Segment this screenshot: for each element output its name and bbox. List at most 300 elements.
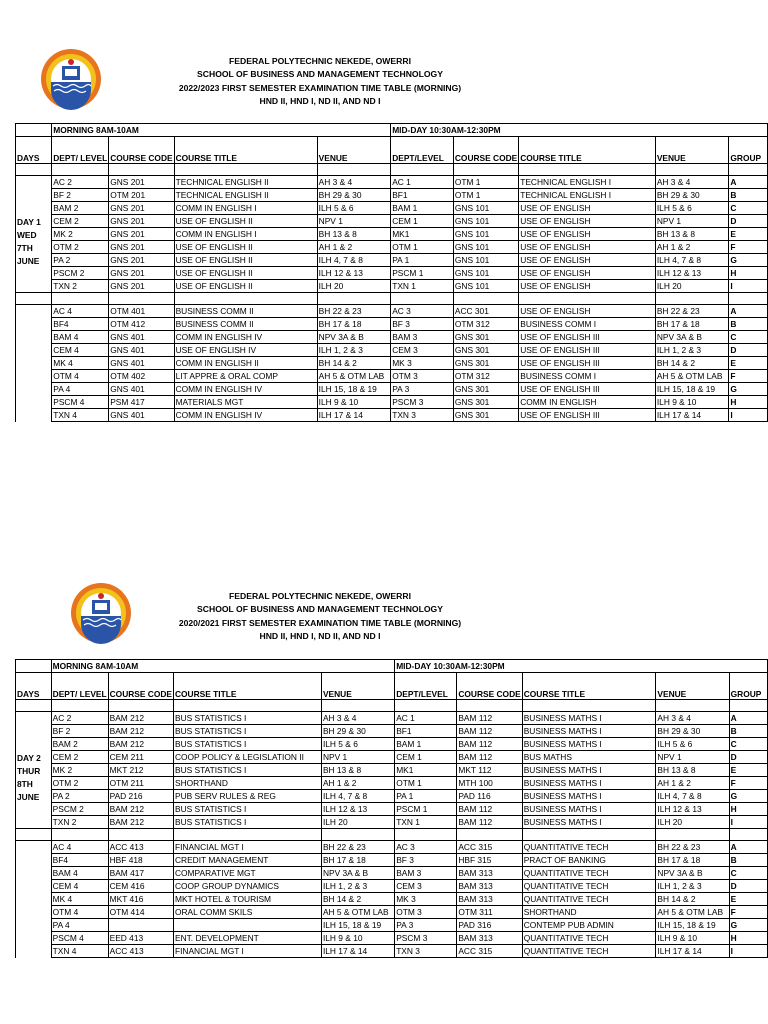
group-cell: D — [729, 215, 768, 228]
group-cell: A — [729, 176, 768, 189]
b-code-cell: GNS 101 — [453, 280, 518, 293]
b-venue-cell: ILH 9 & 10 — [655, 396, 729, 409]
a-dept-cell: MK 4 — [52, 357, 109, 370]
a-title-cell: SHORTHAND — [173, 777, 321, 790]
b-code-cell: BAM 112 — [457, 803, 522, 816]
b-title-cell: QUANTITATIVE TECH — [522, 880, 656, 893]
a-code-cell: GNS 401 — [109, 357, 174, 370]
b-dept-cell: TXN 1 — [395, 816, 457, 829]
a-title-cell: USE OF ENGLISH II — [174, 280, 317, 293]
table-row — [16, 228, 768, 241]
a-code-cell: OTM 401 — [109, 305, 174, 318]
sheet-heading — [0, 590, 640, 643]
day-cell — [16, 189, 52, 202]
morning-session-label: MORNING 8AM-10AM — [52, 124, 391, 137]
b-title-cell: USE OF ENGLISH — [519, 202, 656, 215]
table-row — [16, 712, 768, 725]
day-cell: WED — [16, 228, 52, 241]
table-row — [16, 383, 768, 396]
a-venue-cell: BH 14 & 2 — [321, 893, 394, 906]
day-cell — [16, 867, 52, 880]
a-venue-cell: AH 1 & 2 — [321, 777, 394, 790]
b-venue-cell: ILH 12 & 13 — [655, 267, 729, 280]
empty-cell — [16, 700, 52, 712]
b-venue-cell: ILH 17 & 14 — [655, 409, 729, 422]
table-row — [16, 396, 768, 409]
empty-cell — [108, 829, 173, 841]
b-venue-cell: NPV 3A & B — [656, 867, 729, 880]
spacer-row — [16, 700, 768, 712]
a-code-cell: BAM 212 — [108, 816, 173, 829]
b-title-cell: USE OF ENGLISH III — [519, 409, 656, 422]
empty-cell — [174, 164, 317, 176]
b-code-cell: GNS 101 — [453, 202, 518, 215]
a-code-cell: HBF 418 — [108, 854, 173, 867]
b-code-cell: PAD 316 — [457, 919, 522, 932]
b-title-cell: TECHNICAL ENGLISH I — [519, 176, 656, 189]
group-cell: F — [729, 906, 767, 919]
a-title-cell: BUSINESS COMM II — [174, 305, 317, 318]
table-row — [16, 764, 768, 777]
group-cell: H — [729, 803, 767, 816]
a-title-cell: COMM IN ENGLISH IV — [174, 331, 317, 344]
a-title-cell: COMM IN ENGLISH IV — [174, 383, 317, 396]
session-title: 2020/2021 FIRST SEMESTER EXAMINATION TIME TABLE (MORNING) — [178, 617, 462, 628]
a-dept-cell: OTM 4 — [51, 906, 108, 919]
day-cell — [16, 383, 52, 396]
day-cell — [16, 738, 52, 751]
a-code-cell: OTM 412 — [109, 318, 174, 331]
day-cell — [16, 344, 52, 357]
spacer-row — [16, 293, 768, 305]
group-cell: H — [729, 932, 767, 945]
empty-cell — [109, 293, 174, 305]
group-cell: E — [729, 228, 768, 241]
b-code-cell: BAM 313 — [457, 867, 522, 880]
empty-cell — [317, 164, 391, 176]
a-code-cell: ACC 413 — [108, 945, 173, 958]
a-dept-cell: PSCM 2 — [52, 267, 109, 280]
empty-cell — [52, 164, 109, 176]
sheet-heading — [0, 55, 640, 108]
a-dept-cell: AC 2 — [51, 712, 108, 725]
empty-cell — [395, 829, 457, 841]
a-title-cell: BUSINESS COMM II — [174, 318, 317, 331]
b-title-cell: BUSINESS MATHS I — [522, 764, 656, 777]
b-dept-cell: OTM 3 — [391, 370, 454, 383]
a-venue-cell: ILH 20 — [321, 816, 394, 829]
b-title-cell: SHORTHAND — [522, 906, 656, 919]
b-dept-cell: BAM 1 — [395, 738, 457, 751]
b-venue-cell: ILH 5 & 6 — [655, 202, 729, 215]
b-code-cell: GNS 301 — [453, 383, 518, 396]
a-venue-cell: BH 17 & 18 — [321, 854, 394, 867]
a-venue-cell: ILH 20 — [317, 280, 391, 293]
group-cell: G — [729, 790, 767, 803]
timetable-table — [15, 659, 768, 958]
b-venue-cell: ILH 17 & 14 — [656, 945, 729, 958]
empty-cell — [317, 293, 391, 305]
a-dept-cell: AC 4 — [51, 841, 108, 854]
day-cell — [16, 267, 52, 280]
b-code-cell: BAM 313 — [457, 893, 522, 906]
column-header-title-a: COURSE TITLE — [173, 673, 321, 700]
b-dept-cell: BAM 3 — [391, 331, 454, 344]
a-venue-cell: BH 17 & 18 — [317, 318, 391, 331]
empty-cell — [457, 700, 522, 712]
group-cell: A — [729, 305, 768, 318]
column-header-title-b: COURSE TITLE — [519, 137, 656, 164]
b-venue-cell: NPV 3A & B — [655, 331, 729, 344]
b-title-cell: USE OF ENGLISH — [519, 280, 656, 293]
day-cell: JUNE — [16, 254, 52, 267]
empty-cell — [655, 293, 729, 305]
a-code-cell: GNS 401 — [109, 331, 174, 344]
b-venue-cell: AH 1 & 2 — [655, 241, 729, 254]
b-code-cell: BAM 313 — [457, 880, 522, 893]
a-dept-cell: AC 2 — [52, 176, 109, 189]
group-cell: G — [729, 919, 767, 932]
b-venue-cell: ILH 1, 2 & 3 — [656, 880, 729, 893]
day-cell — [16, 906, 52, 919]
b-venue-cell: ILH 12 & 13 — [656, 803, 729, 816]
a-venue-cell: BH 29 & 30 — [317, 189, 391, 202]
b-venue-cell: BH 17 & 18 — [655, 318, 729, 331]
b-title-cell: USE OF ENGLISH — [519, 267, 656, 280]
a-title-cell: BUS STATISTICS I — [173, 764, 321, 777]
empty-cell — [16, 660, 52, 673]
a-dept-cell: BAM 4 — [51, 867, 108, 880]
a-code-cell: GNS 401 — [109, 409, 174, 422]
session-title: 2022/2023 FIRST SEMESTER EXAMINATION TIME TABLE (MORNING) — [178, 82, 462, 93]
b-title-cell: USE OF ENGLISH — [519, 215, 656, 228]
b-venue-cell: ILH 5 & 6 — [656, 738, 729, 751]
column-header-row — [16, 673, 768, 700]
empty-cell — [16, 124, 52, 137]
a-code-cell: GNS 401 — [109, 344, 174, 357]
empty-cell — [51, 700, 108, 712]
a-venue-cell: BH 13 & 8 — [317, 228, 391, 241]
school-name: SCHOOL OF BUSINESS AND MANAGEMENT TECHNOLOGY — [197, 604, 443, 615]
a-venue-cell: ILH 17 & 14 — [321, 945, 394, 958]
column-header-title-b: COURSE TITLE — [522, 673, 656, 700]
a-dept-cell: PA 4 — [52, 383, 109, 396]
a-title-cell: TECHNICAL ENGLISH II — [174, 176, 317, 189]
table-row — [16, 893, 768, 906]
empty-cell — [391, 164, 454, 176]
b-title-cell: BUSINESS MATHS I — [522, 712, 656, 725]
table-row — [16, 777, 768, 790]
b-dept-cell: PSCM 3 — [391, 396, 454, 409]
empty-cell — [453, 293, 518, 305]
b-code-cell: OTM 1 — [453, 189, 518, 202]
b-title-cell: USE OF ENGLISH III — [519, 383, 656, 396]
day-cell — [16, 803, 52, 816]
table-row — [16, 189, 768, 202]
table-row — [16, 280, 768, 293]
midday-session-label: MID-DAY 10:30AM-12:30PM — [391, 124, 768, 137]
a-dept-cell: CEM 4 — [51, 880, 108, 893]
column-header-group: GROUP — [729, 137, 768, 164]
b-code-cell: GNS 101 — [453, 215, 518, 228]
empty-cell — [51, 829, 108, 841]
b-code-cell: OTM 312 — [453, 370, 518, 383]
b-dept-cell: PA 1 — [395, 790, 457, 803]
column-header-group: GROUP — [729, 673, 767, 700]
b-title-cell: BUSINESS MATHS I — [522, 803, 656, 816]
a-dept-cell: OTM 2 — [52, 241, 109, 254]
b-code-cell: GNS 301 — [453, 344, 518, 357]
column-header-venue-b: VENUE — [655, 137, 729, 164]
a-title-cell: FINANCIAL MGT I — [173, 841, 321, 854]
day-cell — [16, 880, 52, 893]
column-header-days: DAYS — [16, 673, 52, 700]
b-dept-cell: PSCM 3 — [395, 932, 457, 945]
a-title-cell: COMM IN ENGLISH I — [174, 202, 317, 215]
b-venue-cell: NPV 1 — [655, 215, 729, 228]
table-row — [16, 880, 768, 893]
b-code-cell: GNS 101 — [453, 228, 518, 241]
b-dept-cell: BAM 1 — [391, 202, 454, 215]
b-dept-cell: BF 3 — [391, 318, 454, 331]
table-row — [16, 945, 768, 958]
a-dept-cell: BF 2 — [51, 725, 108, 738]
table-row — [16, 357, 768, 370]
b-venue-cell: ILH 20 — [656, 816, 729, 829]
day-cell — [16, 854, 52, 867]
day-cell: DAY 1 — [16, 215, 52, 228]
a-title-cell: FINANCIAL MGT I — [173, 945, 321, 958]
b-dept-cell: AC 1 — [391, 176, 454, 189]
b-code-cell: PAD 116 — [457, 790, 522, 803]
a-title-cell: TECHNICAL ENGLISH II — [174, 189, 317, 202]
b-code-cell: MTH 100 — [457, 777, 522, 790]
b-code-cell: OTM 312 — [453, 318, 518, 331]
a-dept-cell: PA 2 — [52, 254, 109, 267]
a-dept-cell: BF 2 — [52, 189, 109, 202]
table-row — [16, 344, 768, 357]
a-dept-cell: BAM 2 — [52, 202, 109, 215]
a-code-cell: ACC 413 — [108, 841, 173, 854]
a-venue-cell: AH 3 & 4 — [317, 176, 391, 189]
column-header-dept-b: DEPT/LEVEL — [391, 137, 454, 164]
b-code-cell: OTM 1 — [453, 176, 518, 189]
day-cell — [16, 176, 52, 189]
a-venue-cell: AH 3 & 4 — [321, 712, 394, 725]
a-title-cell: ORAL COMM SKILS — [173, 906, 321, 919]
a-venue-cell: ILH 9 & 10 — [317, 396, 391, 409]
a-title-cell: COMM IN ENGLISH II — [174, 357, 317, 370]
a-venue-cell: BH 13 & 8 — [321, 764, 394, 777]
a-code-cell: GNS 201 — [109, 215, 174, 228]
b-title-cell: USE OF ENGLISH — [519, 305, 656, 318]
b-dept-cell: CEM 1 — [391, 215, 454, 228]
day-cell — [16, 945, 52, 958]
column-header-title-a: COURSE TITLE — [174, 137, 317, 164]
school-name: SCHOOL OF BUSINESS AND MANAGEMENT TECHNOLOGY — [197, 69, 443, 80]
a-venue-cell: ILH 15, 18 & 19 — [317, 383, 391, 396]
day-cell — [16, 370, 52, 383]
table-row — [16, 919, 768, 932]
b-title-cell: BUSINESS MATHS I — [522, 725, 656, 738]
a-title-cell: USE OF ENGLISH II — [174, 254, 317, 267]
empty-cell — [321, 829, 394, 841]
day-cell — [16, 932, 52, 945]
table-row — [16, 370, 768, 383]
a-venue-cell: BH 22 & 23 — [317, 305, 391, 318]
a-code-cell: MKT 416 — [108, 893, 173, 906]
a-venue-cell: BH 14 & 2 — [317, 357, 391, 370]
b-venue-cell: AH 5 & OTM LAB — [656, 906, 729, 919]
day-cell — [16, 305, 52, 318]
b-venue-cell: ILH 4, 7 & 8 — [656, 790, 729, 803]
institution-name: FEDERAL POLYTECHNIC NEKEDE, OWERRI — [229, 56, 411, 66]
a-dept-cell: BAM 4 — [52, 331, 109, 344]
b-venue-cell: AH 3 & 4 — [656, 712, 729, 725]
group-cell: I — [729, 409, 768, 422]
a-code-cell: GNS 201 — [109, 176, 174, 189]
a-venue-cell: ILH 5 & 6 — [321, 738, 394, 751]
group-cell: D — [729, 344, 768, 357]
a-code-cell: BAM 212 — [108, 712, 173, 725]
table-row — [16, 841, 768, 854]
a-venue-cell: AH 1 & 2 — [317, 241, 391, 254]
group-cell: E — [729, 893, 767, 906]
a-dept-cell: PSCM 4 — [51, 932, 108, 945]
a-code-cell: GNS 201 — [109, 280, 174, 293]
morning-session-label: MORNING 8AM-10AM — [51, 660, 395, 673]
a-code-cell: GNS 401 — [109, 383, 174, 396]
group-cell: C — [729, 738, 767, 751]
group-cell: C — [729, 331, 768, 344]
midday-session-label: MID-DAY 10:30AM-12:30PM — [395, 660, 768, 673]
a-venue-cell: ILH 15, 18 & 19 — [321, 919, 394, 932]
group-cell: D — [729, 751, 767, 764]
day-cell — [16, 280, 52, 293]
a-dept-cell: PSCM 2 — [51, 803, 108, 816]
empty-cell — [16, 829, 52, 841]
column-header-venue-a: VENUE — [321, 673, 394, 700]
a-venue-cell: ILH 4, 7 & 8 — [317, 254, 391, 267]
b-dept-cell: AC 1 — [395, 712, 457, 725]
b-code-cell: GNS 301 — [453, 331, 518, 344]
column-header-dept-b: DEPT/LEVEL — [395, 673, 457, 700]
a-dept-cell: BF4 — [51, 854, 108, 867]
b-code-cell: BAM 112 — [457, 738, 522, 751]
a-code-cell: PSM 417 — [109, 396, 174, 409]
day-cell: 8TH — [16, 777, 52, 790]
a-venue-cell: BH 29 & 30 — [321, 725, 394, 738]
a-venue-cell: ILH 12 & 13 — [321, 803, 394, 816]
a-title-cell: COOP POLICY & LEGISLATION II — [173, 751, 321, 764]
column-header-venue-b: VENUE — [656, 673, 729, 700]
b-title-cell: TECHNICAL ENGLISH I — [519, 189, 656, 202]
spacer-row — [16, 164, 768, 176]
a-dept-cell: OTM 4 — [52, 370, 109, 383]
column-header-days: DAYS — [16, 137, 52, 164]
b-dept-cell: MK 3 — [391, 357, 454, 370]
a-title-cell: BUS STATISTICS I — [173, 816, 321, 829]
day-cell: 7TH — [16, 241, 52, 254]
empty-cell — [519, 293, 656, 305]
b-code-cell: BAM 112 — [457, 751, 522, 764]
group-cell: E — [729, 357, 768, 370]
b-venue-cell: BH 17 & 18 — [656, 854, 729, 867]
day-cell — [16, 409, 52, 422]
empty-cell — [656, 829, 729, 841]
table-row — [16, 816, 768, 829]
a-title-cell: USE OF ENGLISH II — [174, 241, 317, 254]
b-dept-cell: AC 3 — [395, 841, 457, 854]
b-code-cell: BAM 112 — [457, 712, 522, 725]
table-row — [16, 202, 768, 215]
a-title-cell: COMM IN ENGLISH I — [174, 228, 317, 241]
table-row — [16, 267, 768, 280]
day-cell — [16, 919, 52, 932]
a-code-cell: GNS 201 — [109, 267, 174, 280]
a-code-cell: EED 413 — [108, 932, 173, 945]
column-header-row — [16, 137, 768, 164]
a-dept-cell: CEM 2 — [51, 751, 108, 764]
a-code-cell: GNS 201 — [109, 202, 174, 215]
a-title-cell: BUS STATISTICS I — [173, 803, 321, 816]
a-dept-cell: BF4 — [52, 318, 109, 331]
group-cell: I — [729, 816, 767, 829]
b-code-cell: BAM 112 — [457, 725, 522, 738]
b-title-cell: USE OF ENGLISH — [519, 228, 656, 241]
a-dept-cell: CEM 2 — [52, 215, 109, 228]
day-cell: JUNE — [16, 790, 52, 803]
a-title-cell: BUS STATISTICS I — [173, 738, 321, 751]
table-row — [16, 803, 768, 816]
day-cell — [16, 202, 52, 215]
day-cell — [16, 816, 52, 829]
b-venue-cell: ILH 4, 7 & 8 — [655, 254, 729, 267]
empty-cell — [395, 700, 457, 712]
b-code-cell: GNS 301 — [453, 357, 518, 370]
b-title-cell: COMM IN ENGLISH — [519, 396, 656, 409]
a-venue-cell: ILH 1, 2 & 3 — [321, 880, 394, 893]
b-venue-cell: BH 29 & 30 — [656, 725, 729, 738]
b-code-cell: HBF 315 — [457, 854, 522, 867]
b-venue-cell: BH 29 & 30 — [655, 189, 729, 202]
a-code-cell: BAM 212 — [108, 803, 173, 816]
empty-cell — [174, 293, 317, 305]
b-venue-cell: NPV 1 — [656, 751, 729, 764]
a-title-cell: MATERIALS MGT — [174, 396, 317, 409]
b-venue-cell: ILH 1, 2 & 3 — [655, 344, 729, 357]
b-title-cell: CONTEMP PUB ADMIN — [522, 919, 656, 932]
spacer-row — [16, 829, 768, 841]
b-dept-cell: TXN 3 — [391, 409, 454, 422]
b-code-cell: OTM 311 — [457, 906, 522, 919]
a-code-cell: CEM 416 — [108, 880, 173, 893]
group-cell: F — [729, 241, 768, 254]
empty-cell — [729, 164, 768, 176]
b-title-cell: BUSINESS MATHS I — [522, 738, 656, 751]
a-code-cell: BAM 417 — [108, 867, 173, 880]
column-header-dept-a: DEPT/ LEVEL — [52, 137, 109, 164]
empty-cell — [173, 700, 321, 712]
b-venue-cell: BH 13 & 8 — [655, 228, 729, 241]
b-venue-cell: BH 14 & 2 — [655, 357, 729, 370]
a-dept-cell: MK 4 — [51, 893, 108, 906]
b-code-cell: GNS 301 — [453, 409, 518, 422]
b-code-cell: GNS 301 — [453, 396, 518, 409]
a-title-cell — [173, 919, 321, 932]
b-dept-cell: OTM 3 — [395, 906, 457, 919]
a-dept-cell: PSCM 4 — [52, 396, 109, 409]
